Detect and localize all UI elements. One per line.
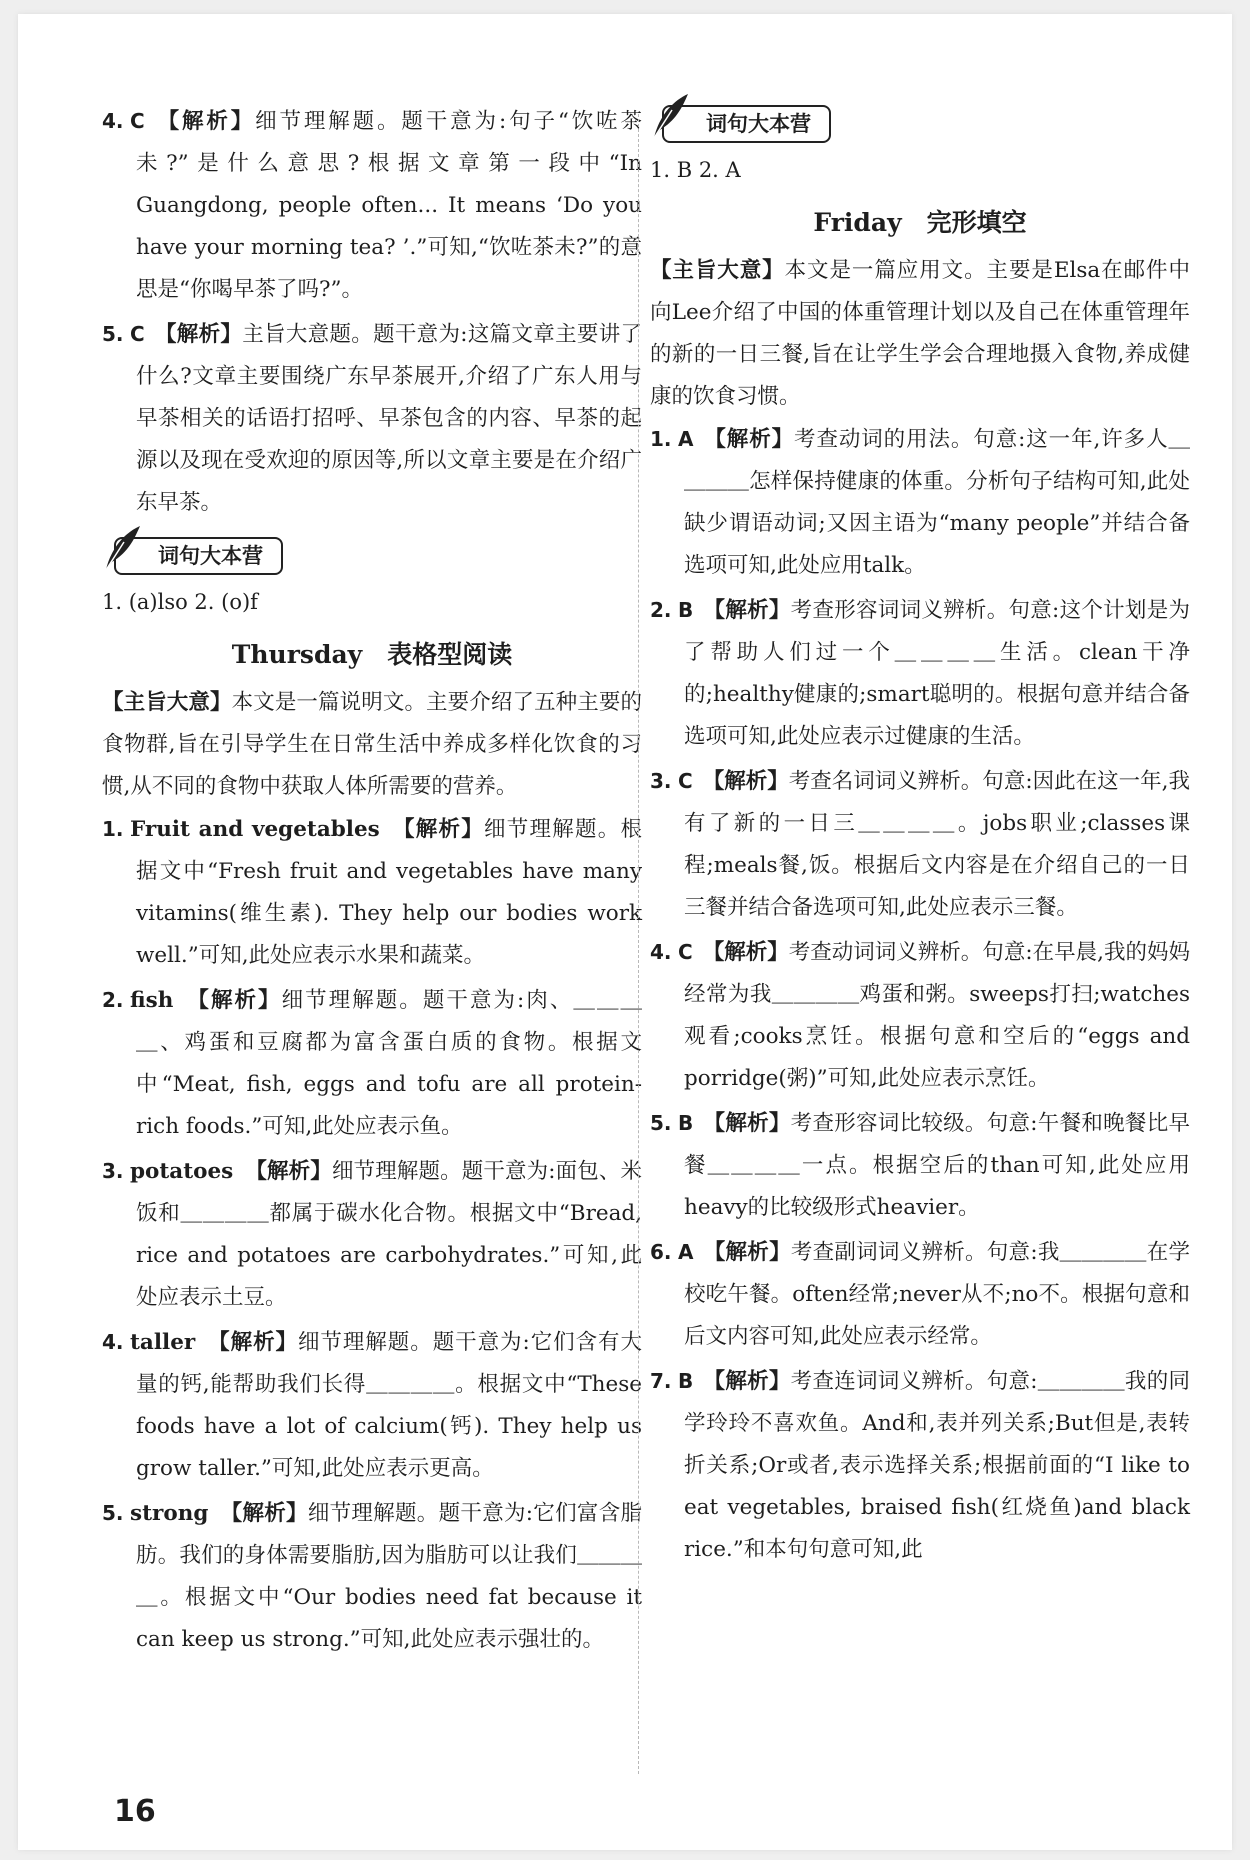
item-number: 1. [102, 817, 124, 841]
item-number: 4. [102, 1330, 124, 1354]
answer-item [650, 931, 1190, 1100]
analysis-text: 细节理解题。题干意为:面包、米饭和＿＿＿＿都属于碳水化合物。根据文中“Bread, rice and potatoes are carbohydrates.”可知,此处应表示土豆。 [136, 1159, 642, 1310]
answer-item [102, 979, 642, 1148]
vocab-answers: 1. B 2. A [650, 158, 741, 182]
analysis-tag: 【解析】 [702, 769, 789, 794]
analysis-tag: 【解析】 [245, 1159, 332, 1184]
analysis-text: 细节理解题。题干意为:句子“饮咗茶未?”是什么意思?根据文章第一段中“In Guangdong, people often... It means ‘Do you have your morning tea? ’.”可知,“饮咗茶未?”的意思是“你喝早茶了吗?”。 [136, 109, 642, 302]
answer-item [650, 589, 1190, 758]
answer-item [102, 1492, 642, 1661]
item-answer: taller [130, 1330, 196, 1355]
analysis-tag: 【解析】 [154, 322, 243, 347]
answer-item [650, 418, 1190, 587]
analysis-text: 考查副词词义辨析。句意:我＿＿＿＿在学校吃午餐。often经常;never从不;no不。根据句意和后文内容可知,此处应表示经常。 [684, 1240, 1190, 1349]
item-answer: C [130, 322, 145, 346]
vocab-answers: 1. (a)lso 2. (o)f [102, 590, 258, 614]
item-number: 7. [650, 1369, 672, 1393]
analysis-tag: 【解析】 [703, 598, 791, 623]
analysis-tag: 【解析】 [703, 1240, 791, 1265]
item-number: 4. [102, 109, 124, 133]
page-number: 16 [114, 1794, 156, 1829]
item-number: 4. [650, 940, 672, 964]
item-answer: B [678, 1111, 694, 1135]
item-number: 5. [102, 322, 124, 346]
answer-item [650, 760, 1190, 929]
item-answer: C [678, 940, 693, 964]
analysis-tag: 【解析】 [185, 988, 282, 1013]
item-number: 2. [102, 988, 124, 1012]
vocab-header-left [102, 536, 283, 576]
item-answer: fish [130, 988, 174, 1013]
item-answer: B [678, 1369, 694, 1393]
analysis-text: 考查名词词义辨析。句意:因此在这一年,我有了新的一日三＿＿＿＿。jobs职业;classes课程;meals餐,饭。根据后文内容是在介绍自己的一日三餐并结合备选项可知,此处应表示三餐。 [684, 769, 1190, 920]
analysis-text: 考查连词词义辨析。句意:＿＿＿＿我的同学玲玲不喜欢鱼。And和,表并列关系;But但是,表转折关系;Or或者,表示选择关系;根据前面的“I like to eat vegetables, braised fish(红烧鱼)and black rice.”和本句句意可知,此 [684, 1369, 1190, 1562]
analysis-text: 细节理解题。题干意为:它们富含脂肪。我们的身体需要脂肪,因为脂肪可以让我们＿＿＿＿。根据文中“Our bodies need fat because it can keep us strong.”可知,此处应表示强壮的。 [136, 1501, 642, 1652]
analysis-tag: 【解析】 [703, 1111, 791, 1136]
analysis-tag: 【解析】 [702, 940, 789, 965]
answer-item [102, 100, 642, 311]
feather-icon [648, 90, 692, 142]
item-number: 2. [650, 598, 672, 622]
analysis-text: 细节理解题。根据文中“Fresh fruit and vegetables have many vitamins(维生素). They help our bodies work well.”可知,此处应表示水果和蔬菜。 [136, 817, 642, 968]
analysis-tag: 【解析】 [154, 109, 256, 134]
summary-text: 本文是一篇说明文。主要介绍了五种主要的食物群,旨在引导学生在日常生活中养成多样化饮食的习惯,从不同的食物中获取人体所需要的营养。 [102, 690, 642, 799]
section-title: Thursday 表格型阅读 [231, 640, 513, 669]
analysis-tag: 【解析】 [703, 1369, 791, 1394]
item-answer: A [678, 1240, 694, 1264]
analysis-tag: 【解析】 [207, 1330, 298, 1355]
summary-text: 本文是一篇应用文。主要是Elsa在邮件中向Lee介绍了中国的体重管理计划以及自己在体重管理年的新的一日三餐,旨在让学生学会合理地摄入食物,养成健康的饮食习惯。 [650, 258, 1190, 409]
item-answer: strong [130, 1501, 209, 1526]
item-answer: C [678, 769, 693, 793]
answer-page [18, 14, 1232, 1850]
answer-item [650, 1231, 1190, 1358]
item-number: 6. [650, 1240, 672, 1264]
answer-item [650, 1102, 1190, 1229]
feather-icon [100, 522, 144, 574]
analysis-tag: 【解析】 [703, 427, 795, 452]
item-number: 3. [650, 769, 672, 793]
summary [650, 250, 1190, 418]
analysis-text: 考查形容词词义辨析。句意:这个计划是为了帮助人们过一个＿＿＿＿生活。clean干净的;healthy健康的;smart聪明的。根据句意并结合备选项可知,此处应表示过健康的生活。 [684, 598, 1190, 749]
analysis-text: 细节理解题。题干意为:肉、＿＿＿＿、鸡蛋和豆腐都为富含蛋白质的食物。根据文中“Meat, fish, eggs and tofu are all protein-rich foods.”可知,此处应表示鱼。 [136, 988, 642, 1139]
vocab-label: 词句大本营 [662, 105, 831, 143]
left-column [102, 100, 642, 1663]
section-title: Friday 完形填空 [813, 208, 1027, 237]
item-number: 5. [102, 1501, 124, 1525]
vocab-header-right [650, 104, 831, 144]
analysis-text: 细节理解题。题干意为:它们含有大量的钙,能帮助我们长得＿＿＿＿。根据文中“These foods have a lot of calcium(钙). They help us grow taller.”可知,此处应表示更高。 [136, 1330, 642, 1481]
analysis-text: 主旨大意题。题干意为:这篇文章主要讲了什么?文章主要围绕广东早茶展开,介绍了广东人用与早茶相关的话语打招呼、早茶包含的内容、早茶的起源以及现在受欢迎的原因等,所以文章主要是在介绍广东早茶。 [136, 322, 642, 515]
analysis-tag: 【解析】 [391, 817, 484, 842]
item-number: 1. [650, 427, 672, 451]
answer-item [102, 313, 642, 524]
right-column [650, 100, 1190, 1573]
answer-item [102, 808, 642, 977]
left-top-items [102, 100, 642, 524]
item-number: 3. [102, 1159, 124, 1183]
answer-item [102, 1321, 642, 1490]
summary [102, 682, 642, 808]
item-answer: potatoes [130, 1159, 234, 1184]
analysis-tag: 【解析】 [220, 1501, 308, 1526]
analysis-text: 考查形容词比较级。句意:午餐和晚餐比早餐＿＿＿＿一点。根据空后的than可知,此处应用heavy的比较级形式heavier。 [684, 1111, 1190, 1220]
left-items [102, 808, 642, 1661]
summary-tag: 【主旨大意】 [650, 258, 785, 283]
item-answer: Fruit and vegetables [130, 817, 380, 842]
analysis-text: 考查动词的用法。句意:这一年,许多人＿＿＿＿怎样保持健康的体重。分析句子结构可知,此处缺少谓语动词;又因主语为“many people”并结合备选项可知,此处应用talk。 [684, 427, 1190, 578]
right-items [650, 418, 1190, 1571]
answer-item [102, 1150, 642, 1319]
summary-tag: 【主旨大意】 [102, 690, 232, 715]
answer-item [650, 1360, 1190, 1571]
vocab-label: 词句大本营 [114, 537, 283, 575]
analysis-text: 考查动词词义辨析。句意:在早晨,我的妈妈经常为我＿＿＿＿鸡蛋和粥。sweeps打扫;watches观看;cooks烹饪。根据句意和空后的“eggs and porridge(粥)”可知,此处应表示烹饪。 [684, 940, 1190, 1091]
item-answer: C [130, 109, 145, 133]
item-answer: A [678, 427, 694, 451]
column-divider [638, 114, 639, 1774]
item-number: 5. [650, 1111, 672, 1135]
item-answer: B [678, 598, 694, 622]
